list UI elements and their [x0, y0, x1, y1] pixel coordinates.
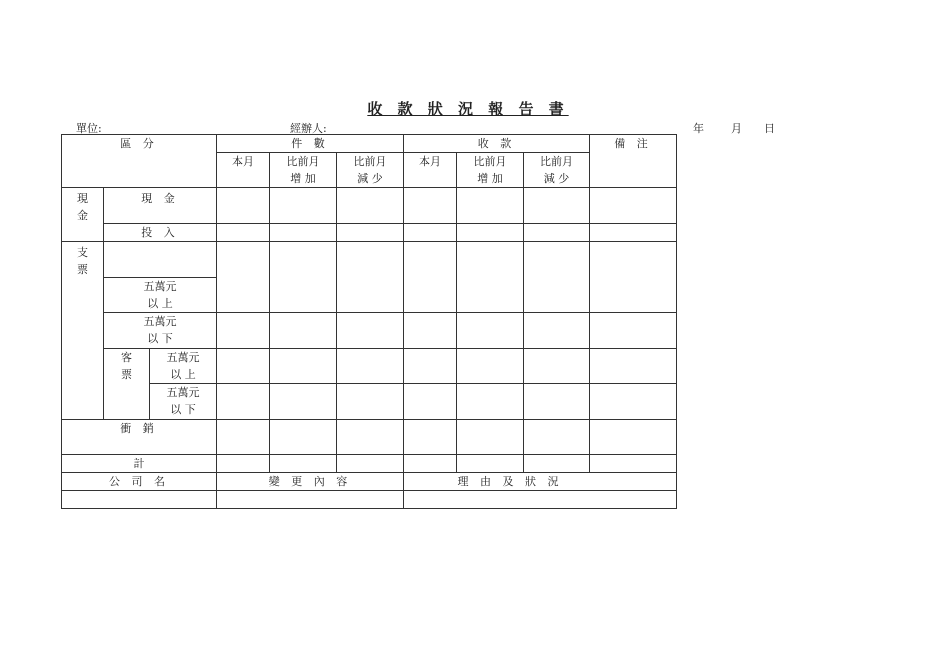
year-label: 年 [693, 122, 704, 135]
table-cell[interactable] [270, 420, 337, 455]
table-cell[interactable] [337, 420, 404, 455]
table-cell[interactable] [404, 384, 457, 420]
cash-group-label: 現 金 [62, 188, 104, 242]
table-cell[interactable] [590, 313, 677, 349]
collection-report-table [61, 134, 677, 509]
change-content-input[interactable] [217, 491, 404, 509]
count-decrease-header: 比前月 減 少 [337, 153, 404, 188]
table-cell[interactable] [457, 224, 524, 242]
table-cell[interactable] [270, 224, 337, 242]
table-cell[interactable] [524, 420, 590, 455]
table-cell[interactable] [457, 313, 524, 349]
unit-label: 單位: [76, 122, 102, 135]
cust-under-50k-row-label: 五萬元 以 下 [150, 384, 217, 420]
table-cell[interactable] [270, 455, 337, 473]
table-cell[interactable] [590, 384, 677, 420]
table-cell[interactable] [524, 313, 590, 349]
customer-check-label: 客 票 [104, 349, 150, 420]
table-cell[interactable] [337, 384, 404, 420]
receipt-header: 收 款 [404, 135, 590, 153]
table-cell[interactable] [590, 420, 677, 455]
table-cell[interactable] [404, 224, 457, 242]
table-cell[interactable] [337, 188, 404, 224]
check-blank-cell[interactable] [104, 242, 217, 278]
table-cell[interactable] [217, 313, 270, 349]
table-cell[interactable] [270, 349, 337, 384]
day-label: 日 [764, 122, 775, 135]
reason-status-input[interactable] [404, 491, 677, 509]
table-cell[interactable] [337, 349, 404, 384]
table-cell[interactable] [524, 188, 590, 224]
table-cell[interactable] [590, 188, 677, 224]
count-header: 件 數 [217, 135, 404, 153]
document-title: 收 款 狀 況 報 告 書 [367, 100, 569, 118]
company-name-input[interactable] [62, 491, 217, 509]
over-50k-row-label: 五萬元 以 上 [104, 278, 217, 313]
table-cell[interactable] [404, 420, 457, 455]
table-cell[interactable] [217, 224, 270, 242]
table-cell[interactable] [404, 349, 457, 384]
total-row-label: 計 [62, 455, 217, 473]
check-group-label: 支 票 [62, 242, 104, 420]
reason-status-header: 理 由 及 狀 況 [404, 473, 677, 491]
table-cell[interactable] [404, 242, 457, 313]
under-50k-row-label: 五萬元 以 下 [104, 313, 217, 349]
table-cell[interactable] [404, 188, 457, 224]
table-cell[interactable] [337, 224, 404, 242]
table-cell[interactable] [337, 455, 404, 473]
table-cell[interactable] [270, 242, 337, 313]
count-increase-header: 比前月 增 加 [270, 153, 337, 188]
handler-label: 經辦人: [290, 122, 327, 135]
table-cell[interactable] [270, 384, 337, 420]
table-cell[interactable] [217, 455, 270, 473]
count-this-month-header: 本月 [217, 153, 270, 188]
receipt-this-month-header: 本月 [404, 153, 457, 188]
table-cell[interactable] [457, 420, 524, 455]
table-cell[interactable] [524, 349, 590, 384]
month-label: 月 [731, 122, 742, 135]
table-cell[interactable] [217, 349, 270, 384]
deposit-row-label: 投 入 [104, 224, 217, 242]
table-cell[interactable] [590, 242, 677, 313]
table-cell[interactable] [457, 384, 524, 420]
table-cell[interactable] [270, 188, 337, 224]
table-cell[interactable] [337, 313, 404, 349]
table-cell[interactable] [590, 224, 677, 242]
table-cell[interactable] [590, 349, 677, 384]
table-cell[interactable] [590, 455, 677, 473]
table-cell[interactable] [457, 455, 524, 473]
table-cell[interactable] [457, 349, 524, 384]
table-cell[interactable] [404, 313, 457, 349]
table-cell[interactable] [404, 455, 457, 473]
cust-over-50k-row-label: 五萬元 以 上 [150, 349, 217, 384]
company-name-header: 公 司 名 [62, 473, 217, 491]
table-cell[interactable] [524, 242, 590, 313]
table-cell[interactable] [217, 188, 270, 224]
table-cell[interactable] [337, 242, 404, 313]
table-cell[interactable] [524, 455, 590, 473]
table-cell[interactable] [524, 224, 590, 242]
offset-row-label: 衝 銷 [62, 420, 217, 455]
change-content-header: 變 更 內 容 [217, 473, 404, 491]
table-cell[interactable] [217, 384, 270, 420]
table-cell[interactable] [457, 188, 524, 224]
receipt-decrease-header: 比前月 減 少 [524, 153, 590, 188]
receipt-increase-header: 比前月 增 加 [457, 153, 524, 188]
table-cell[interactable] [217, 420, 270, 455]
category-header: 區 分 [62, 135, 217, 188]
table-cell[interactable] [457, 242, 524, 313]
remarks-header: 備 注 [590, 135, 677, 188]
table-cell[interactable] [217, 242, 270, 313]
table-cell[interactable] [524, 384, 590, 420]
table-cell[interactable] [270, 313, 337, 349]
cash-row-label: 現 金 [104, 188, 217, 224]
